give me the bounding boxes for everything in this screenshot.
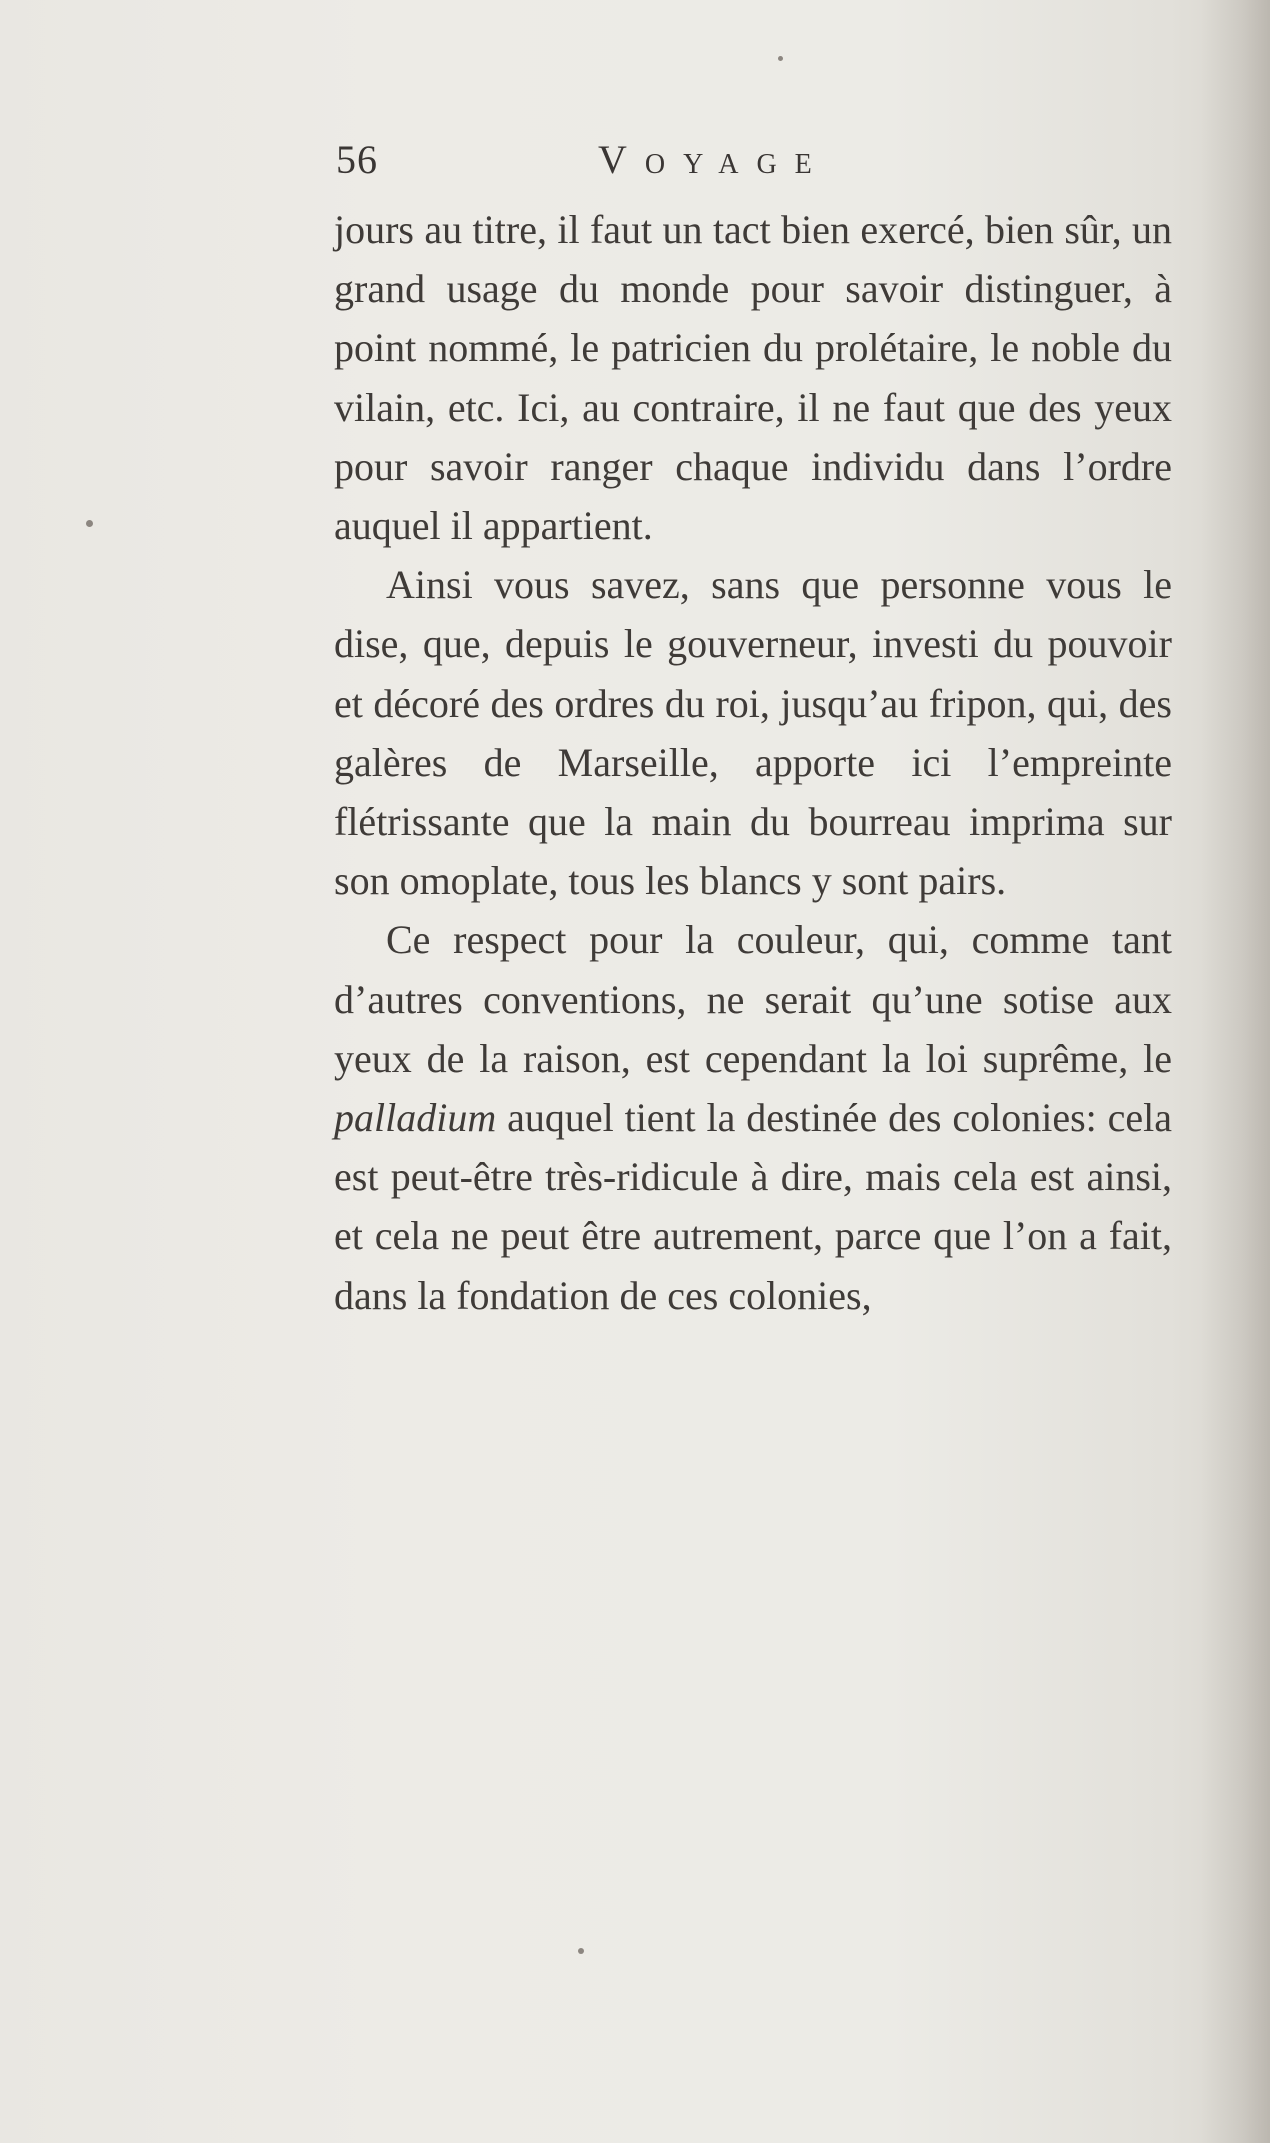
paragraph-text: auquel tient la destinée des colonies: cela est peut-être très-ridicule à dire, mais cela est ainsi, et cela ne peut être autrement, parce que l’on a fait, dans la fondation de ces colonies, [334,1095,1172,1318]
paragraph-1 [334,200,1172,555]
gutter-shadow [1200,0,1270,2143]
paragraph-2 [334,555,1172,910]
paper-speck [578,1948,584,1954]
paper-speck [778,56,783,61]
paragraph-3 [334,910,1172,1324]
paragraph-text: jours au titre, il faut un tact bien exercé, bien sûr, un grand usage du monde pour savoir distinguer, à point nommé, le patricien du prolétaire, le noble du vilain, etc. Ici, au contraire, il ne faut que des yeux pour savoir ranger chaque individu dans l’ordre auquel il appartient. [334,207,1172,549]
italic-term: palladium [334,1095,497,1141]
paragraph-text: Ainsi vous savez, sans que personne vous le dise, que, depuis le gouverneur, investi du pouvoir et décoré des ordres du roi, jusqu’au fripon, qui, des galères de Marseille, apporte ici l’empreinte flétrissante que la main du bourreau imprima sur son omoplate, tous les blancs y sont pairs. [334,562,1172,904]
paper-speck [86,520,93,527]
page-number: 56 [336,137,378,182]
body-text [334,200,1172,1325]
running-head [336,136,1176,192]
paragraph-text: Ce respect pour la couleur, qui, comme tant d’autres conventions, ne serait qu’une sotise aux yeux de la raison, est cependant la loi suprême, le [334,917,1172,1081]
running-title: Voyage [598,137,830,182]
